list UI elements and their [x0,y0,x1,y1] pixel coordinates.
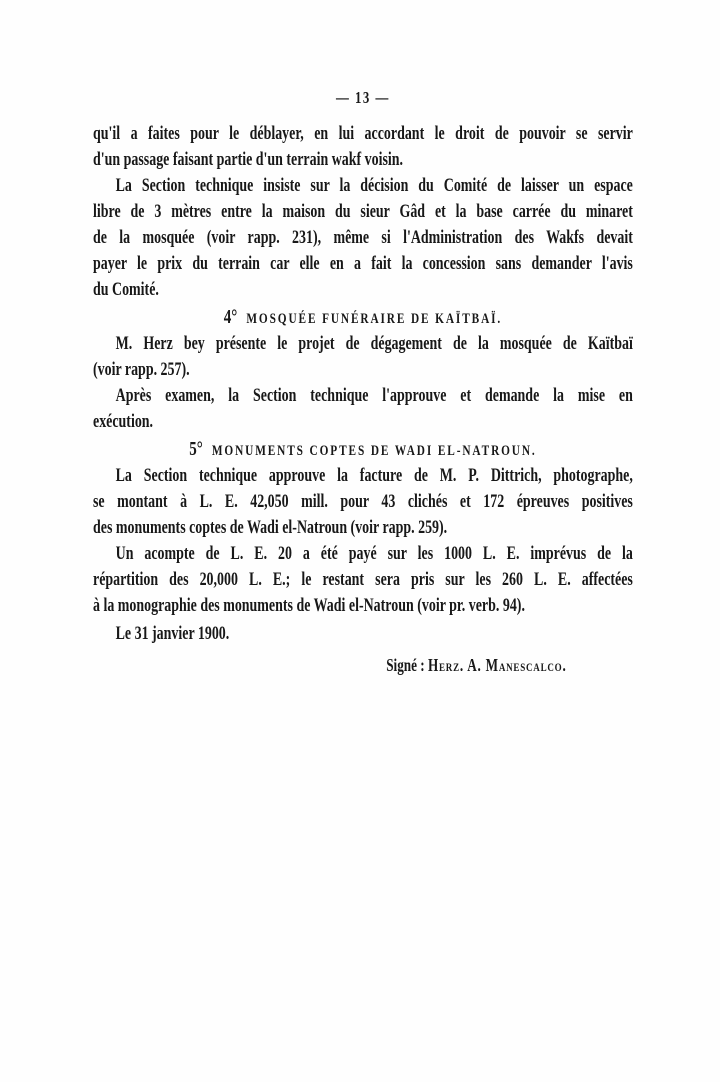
signature-line [93,652,633,678]
facture-dittrich-paragraph [93,463,633,541]
text-line: qu'il a faites pour le déblayer, en lui accordant le droit de pouvoir se servir [93,124,633,144]
page-body [93,88,633,678]
section-title: MONUMENTS COPTES DE WADI EL-NATROUN. [211,443,537,459]
text-line: du Comité. [93,280,159,300]
text-line: (voir rapp. 257). [93,360,190,380]
text-line: payer le prix du terrain car elle en a fait la concession sans demander l'avis [93,254,633,274]
signature-label: Signé : [386,655,425,675]
text-line: libre de 3 mètres entre la maison du sieur Gâd et la base carrée du minaret [93,202,633,222]
section-heading-4 [93,308,633,328]
continuation-paragraph [93,121,633,173]
text-blocks-container [93,121,633,678]
text-line: répartition des 20,000 L. E.; le restant sera pris sur les 260 L. E. affectées [93,570,633,590]
section-heading-5 [93,440,633,460]
section-number: 4° [223,306,238,328]
text-line: Après examen, la Section technique l'approuve et demande la mise en [115,386,633,406]
text-line: de la mosquée (voir rapp. 231), même si l'Administration des Wakfs devait [93,228,633,248]
signature-names: Herz. A. Manescalco. [427,655,567,675]
text-line: La Section technique insiste sur la décision du Comité de laisser un espace [115,176,633,196]
closing-date [93,621,633,647]
text-line: exécution. [93,412,154,432]
text-line: Un acompte de L. E. 20 a été payé sur les 1000 L. E. imprévus de la [115,544,633,564]
text-line: d'un passage faisant partie d'un terrain wakf voisin. [93,150,404,170]
text-line: Le 31 janvier 1900. [115,624,230,644]
section-technique-decision-paragraph [93,173,633,303]
page-number: — 13 — [335,88,390,107]
section-number: 5° [189,438,203,460]
acompte-paragraph [93,541,633,619]
section-title: MOSQUÉE FUNÉRAIRE DE KAÏTBAÏ. [246,311,503,327]
text-line: La Section technique approuve la facture de M. P. Dittrich, photographe, [115,466,633,486]
text-line: à la monographie des monuments de Wadi el-Natroun (voir pr. verb. 94). [93,596,525,616]
text-line: M. Herz bey présente le projet de dégagement de la mosquée de Kaïtbaï [115,334,633,354]
text-line: des monuments coptes de Wadi el-Natroun (voir rapp. 259). [93,518,448,538]
approbation-paragraph [93,383,633,435]
herz-bey-project-paragraph [93,331,633,383]
text-line: se montant à L. E. 42,050 mill. pour 43 clichés et 172 épreuves positives [93,492,633,512]
